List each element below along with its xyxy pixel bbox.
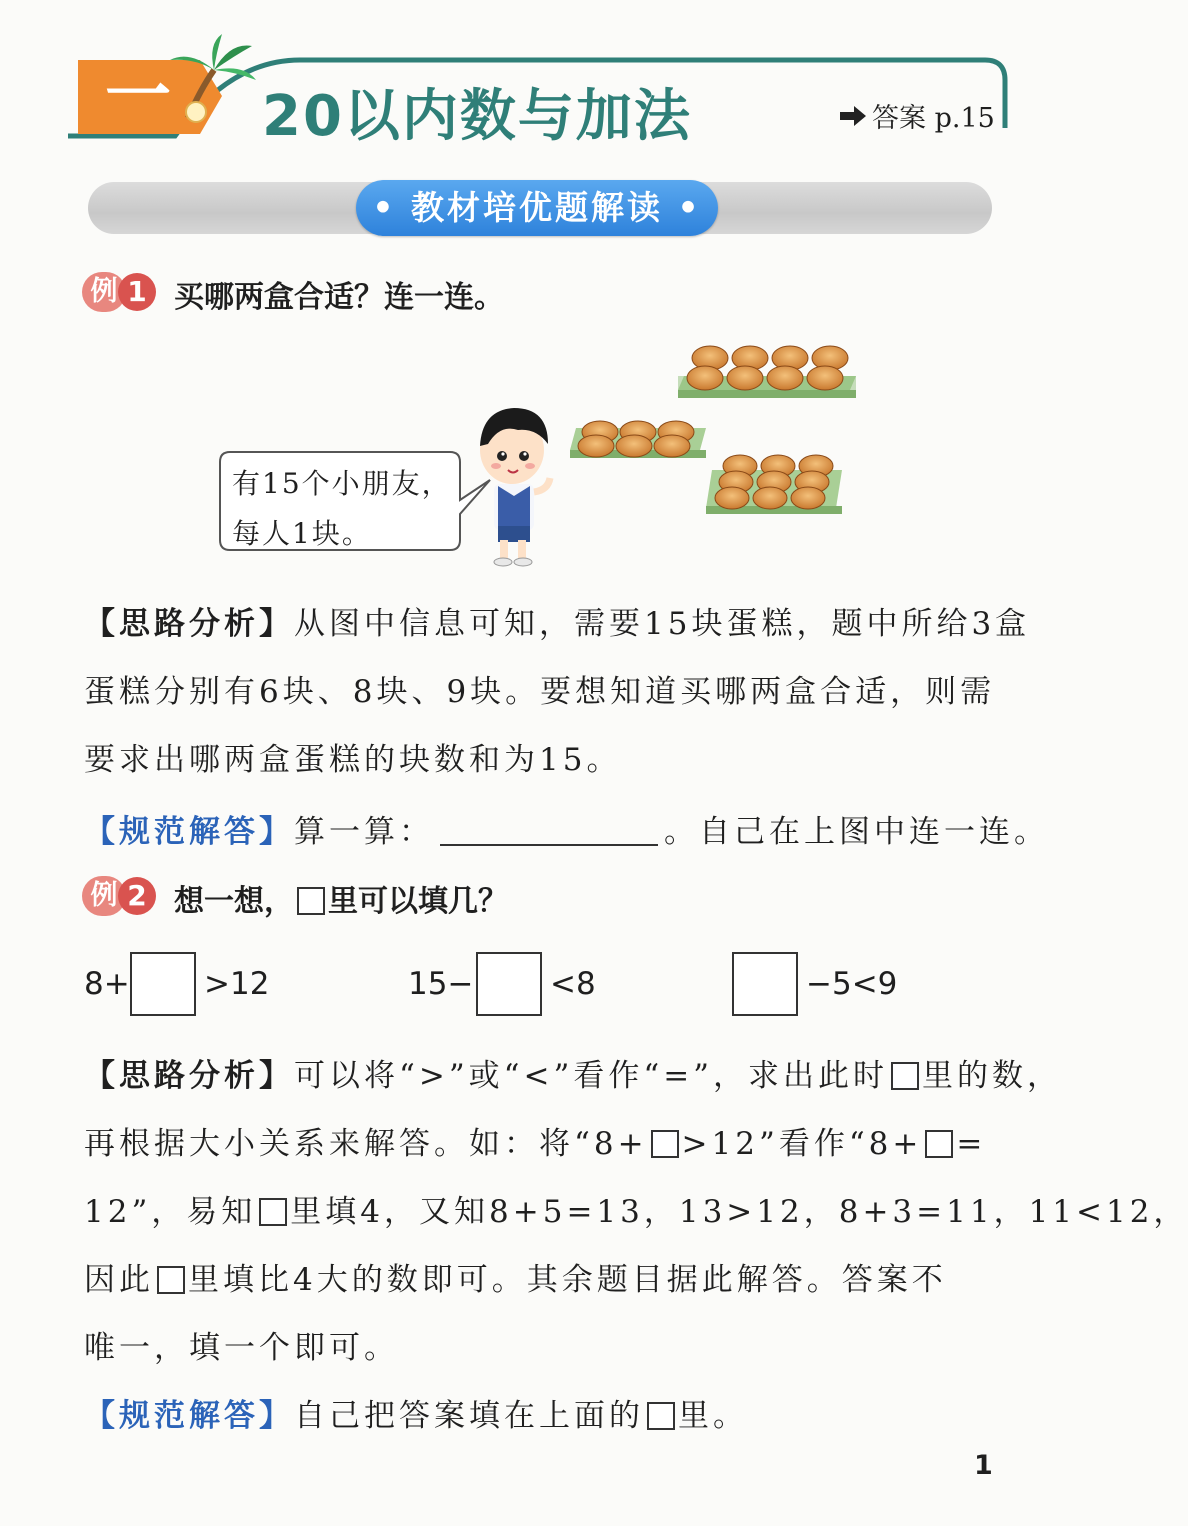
text: = (956, 1126, 987, 1162)
text: >12”看作“8+ (681, 1126, 923, 1162)
example2-analysis-line-1 (84, 1050, 1062, 1095)
example2-solution-line (84, 1390, 748, 1435)
eq1-left: 8+ (84, 966, 130, 1002)
example1-solution-line (84, 806, 1049, 851)
cake-box-9 (706, 455, 842, 514)
example2-analysis-line-5: 唯一，填一个即可。 (84, 1330, 399, 1366)
badge-number: 2 (118, 877, 156, 915)
example1-analysis-line-1 (84, 598, 1030, 643)
analysis-text: 从图中信息可知，需要15块蛋糕，题中所给3盒 (294, 606, 1031, 642)
answer-blank[interactable] (440, 814, 658, 846)
badge-char: 例 (82, 272, 126, 312)
speech-line-2: 每人1块。 (232, 517, 372, 550)
blank-box (297, 887, 325, 915)
analysis-label: 【思路分析】 (84, 606, 294, 642)
chapter-number: 一 (105, 57, 171, 134)
eq2-left: 15− (408, 966, 474, 1002)
text: 因此 (84, 1262, 154, 1298)
eq3-answer-box[interactable] (732, 952, 798, 1016)
eq1-right: >12 (204, 966, 270, 1002)
chapter-title: 20以内数与加法 (262, 84, 692, 149)
question-part-b: 里可以填几？ (328, 884, 508, 919)
badge-number: 1 (118, 273, 156, 311)
text: 再根据大小关系来解答。如：将“8+ (84, 1126, 648, 1162)
eq2-answer-box[interactable] (476, 952, 542, 1016)
blank-box (891, 1062, 919, 1090)
solution-label: 【规范解答】 (84, 1398, 294, 1434)
eq3-right: −5<9 (806, 966, 898, 1002)
badge-char: 例 (82, 876, 126, 916)
example1-analysis-line-3: 要求出哪两盒蛋糕的块数和为15。 (84, 742, 622, 778)
text: 里。 (678, 1398, 748, 1434)
section-banner-title: • 教材培优题解读 • (356, 180, 718, 236)
example-badge-2 (82, 876, 162, 916)
blank-box (925, 1130, 953, 1158)
example2-analysis-line-2 (84, 1118, 986, 1163)
cake-boxes-illustration (560, 340, 860, 520)
text: 里填比4大的数即可。其余题目据此解答。答案不 (188, 1262, 947, 1298)
example-badge-1 (82, 272, 162, 312)
text: 可以将“>”或“<”看作“=”，求出此时 (294, 1058, 889, 1094)
analysis-label: 【思路分析】 (84, 1058, 294, 1094)
blank-box (651, 1130, 679, 1158)
blank-box (259, 1198, 287, 1226)
question-part-a: 想一想， (174, 884, 294, 919)
example2-analysis-line-3 (84, 1186, 1188, 1231)
solution-suffix: 。自己在上图中连一连。 (664, 814, 1049, 850)
text: 里的数， (922, 1058, 1063, 1094)
example1-question: 买哪两盒合适？连一连。 (174, 280, 504, 315)
text: 里填4，又知8+5=13，13>12，8+3=11，11<12， (290, 1194, 1188, 1230)
cake-box-6 (570, 421, 706, 458)
blank-box (157, 1266, 185, 1294)
eq1-answer-box[interactable] (130, 952, 196, 1016)
arrow-right-icon (838, 104, 868, 128)
answer-reference: 答案 p.15 (872, 103, 995, 134)
blank-box (647, 1402, 675, 1430)
example2-analysis-line-4 (84, 1254, 947, 1299)
solution-prefix: 算一算： (294, 814, 434, 850)
solution-label: 【规范解答】 (84, 814, 294, 850)
example1-analysis-line-2: 蛋糕分别有6块、8块、9块。要想知道买哪两盒合适，则需 (84, 674, 996, 710)
text: 自己把答案填在上面的 (294, 1398, 644, 1434)
page-number: 1 (974, 1450, 993, 1481)
text: 12”，易知 (84, 1194, 257, 1230)
eq2-right: <8 (550, 966, 596, 1002)
cake-box-8 (678, 346, 856, 398)
example2-question (174, 876, 508, 920)
speech-line-1: 有15个小朋友， (232, 467, 452, 500)
